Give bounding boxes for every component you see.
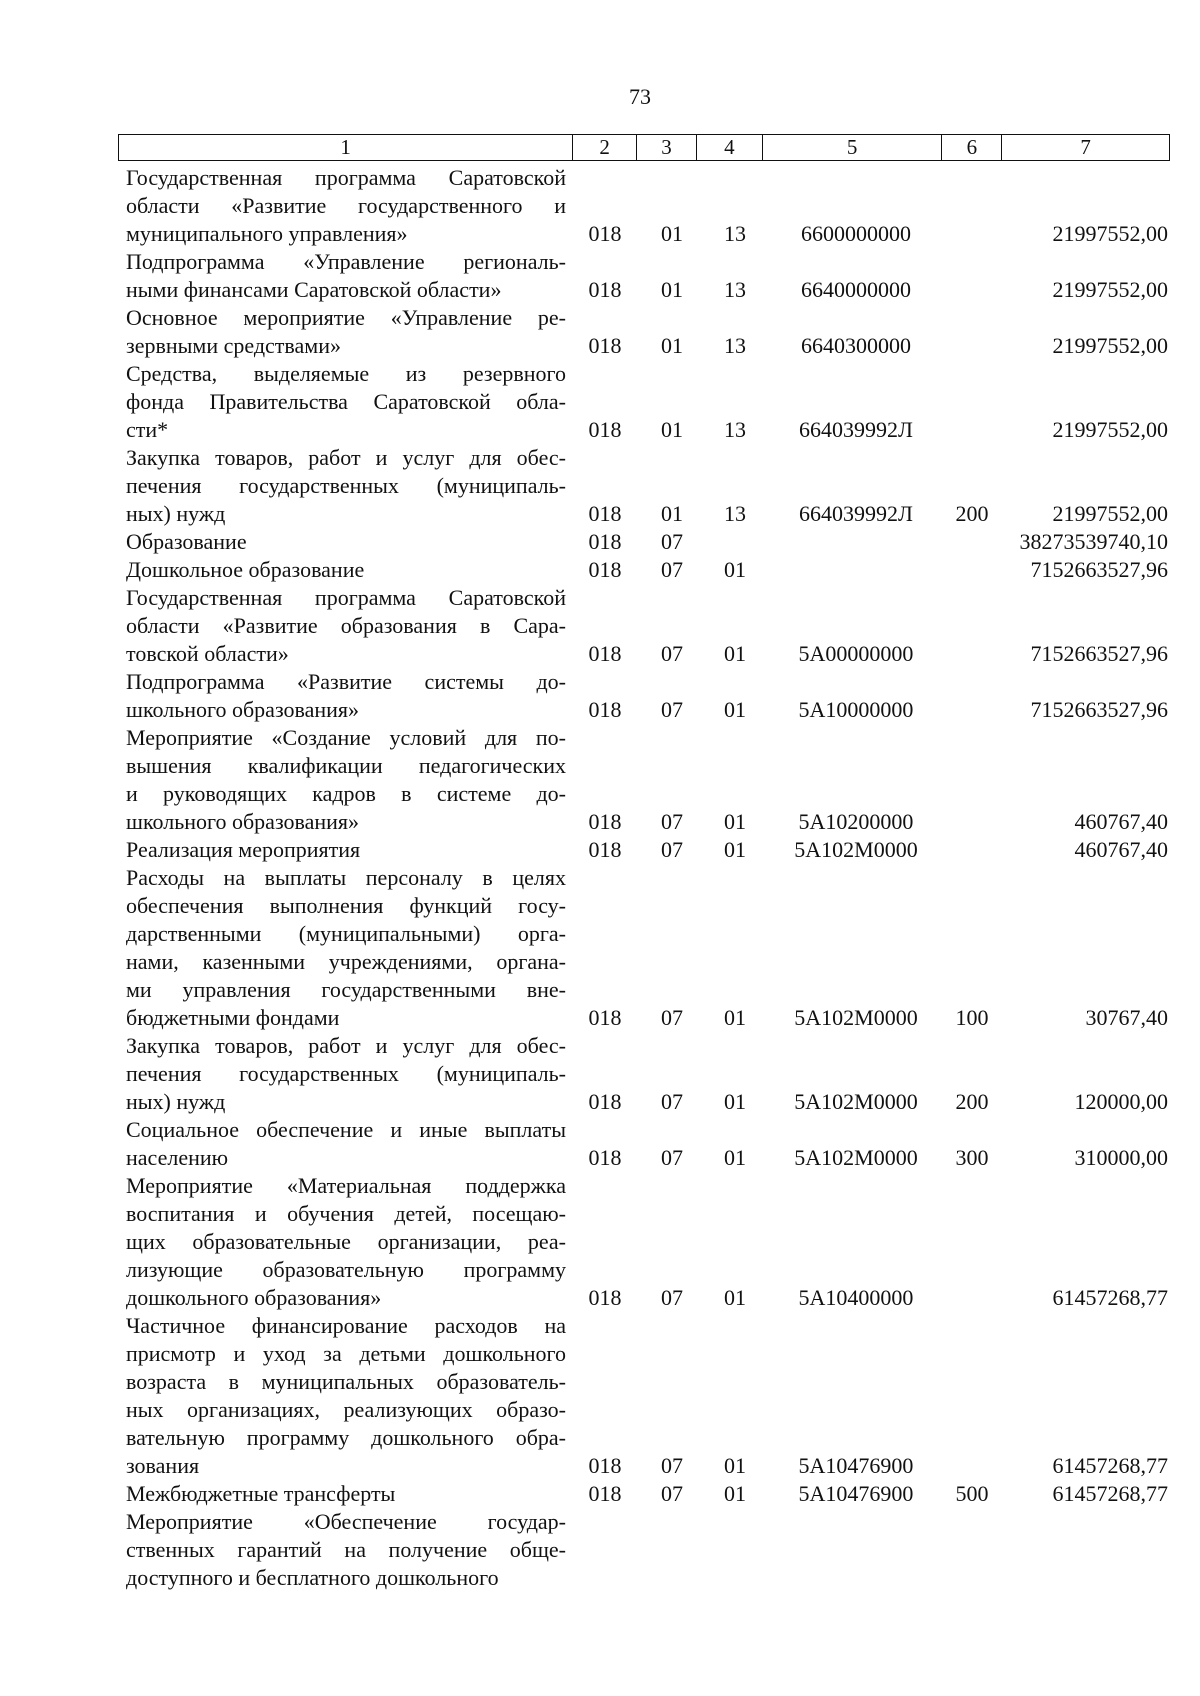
description-line: дошкольного образования» (126, 1285, 382, 1310)
code-section: 07 (661, 837, 683, 862)
description-line: товской области» (126, 641, 289, 666)
description-line: нами, казенными учреждениями, органа- (126, 949, 566, 974)
code-expense-type: 200 (955, 1089, 989, 1114)
description-line: ных организациях, реализующих образо- (126, 1397, 566, 1422)
description-line: Основное мероприятие «Управление ре- (126, 305, 566, 330)
table-row (126, 1480, 1170, 1508)
description-line: школьного образования» (126, 809, 360, 834)
code-section: 01 (661, 501, 683, 526)
row-description (126, 304, 566, 360)
description-line: Средства, выделяемые из резервного (126, 361, 566, 386)
description-line: печения государственных (муниципаль- (126, 473, 566, 498)
code-target-article: 5А102М0000 (794, 1089, 918, 1114)
header-cell-2: 2 (572, 135, 636, 160)
table-row (126, 1116, 1170, 1172)
row-description (126, 584, 566, 668)
code-target-article: 5А10000000 (798, 697, 914, 722)
amount: 460767,40 (1074, 837, 1168, 862)
code-ministry: 018 (588, 837, 622, 862)
header-cell-5: 5 (762, 135, 942, 160)
description-line: зервными средствами» (126, 333, 341, 358)
code-target-article: 6600000000 (801, 221, 911, 246)
description-line: сти* (126, 417, 169, 442)
description-line: присмотр и уход за детьми дошкольного (126, 1341, 566, 1366)
code-target-article: 5А102М0000 (794, 1145, 918, 1170)
code-section: 07 (661, 557, 683, 582)
table-row (126, 584, 1170, 668)
description-line: лизующие образовательную программу (126, 1257, 566, 1282)
code-ministry: 018 (588, 809, 622, 834)
code-target-article: 6640300000 (801, 333, 911, 358)
amount: 310000,00 (1074, 1145, 1168, 1170)
amount: 7152663527,96 (1030, 557, 1168, 582)
code-ministry: 018 (588, 1145, 622, 1170)
table-header-row (118, 134, 1170, 161)
description-line: Социальное обеспечение и иные выплаты (126, 1117, 566, 1142)
code-target-article: 664039992Л (799, 417, 913, 442)
code-section: 07 (661, 641, 683, 666)
code-expense-type: 300 (955, 1145, 989, 1170)
description-line: ственных гарантий на получение обще- (126, 1537, 566, 1562)
description-line: муниципального управления» (126, 221, 408, 246)
code-section: 07 (661, 1285, 683, 1310)
code-subsection: 13 (724, 221, 746, 246)
table-row (126, 304, 1170, 360)
code-section: 07 (661, 1145, 683, 1170)
amount: 21997552,00 (1052, 221, 1168, 246)
table-body (126, 164, 1170, 1592)
code-subsection: 01 (724, 837, 746, 862)
code-subsection: 01 (724, 697, 746, 722)
description-line: ных) нужд (126, 1089, 226, 1114)
code-section: 01 (661, 333, 683, 358)
code-expense-type: 200 (955, 501, 989, 526)
description-line: Подпрограмма «Развитие системы до- (126, 669, 566, 694)
description-line: щих образовательные организации, реа- (126, 1229, 566, 1254)
code-subsection: 01 (724, 641, 746, 666)
code-ministry: 018 (588, 641, 622, 666)
description-line: Закупка товаров, работ и услуг для обес- (126, 445, 566, 470)
code-ministry: 018 (588, 1285, 622, 1310)
description-line: обеспечения выполнения функций госу- (126, 893, 566, 918)
code-subsection: 01 (724, 1453, 746, 1478)
code-ministry: 018 (588, 1005, 622, 1030)
header-cell-4: 4 (696, 135, 762, 160)
code-subsection: 01 (724, 557, 746, 582)
code-subsection: 13 (724, 501, 746, 526)
code-target-article: 5А00000000 (798, 641, 914, 666)
code-ministry: 018 (588, 1481, 622, 1506)
description-line: Подпрограмма «Управление региональ- (126, 249, 566, 274)
amount: 7152663527,96 (1030, 641, 1168, 666)
description-line: Мероприятие «Обеспечение государ- (126, 1509, 566, 1534)
amount: 30767,40 (1085, 1005, 1168, 1030)
amount: 460767,40 (1074, 809, 1168, 834)
description-line: вышения квалификации педагогических (126, 753, 566, 778)
row-description (126, 164, 566, 248)
code-section: 07 (661, 529, 683, 554)
description-line: ными финансами Саратовской области» (126, 277, 502, 302)
page-number: 73 (629, 84, 651, 109)
code-subsection: 01 (724, 1089, 746, 1114)
description-line: печения государственных (муниципаль- (126, 1061, 566, 1086)
description-line: вательную программу дошкольного обра- (126, 1425, 566, 1450)
description-line: Государственная программа Саратовской (126, 165, 566, 190)
amount: 38273539740,10 (1019, 529, 1168, 554)
row-description (126, 248, 566, 304)
row-description (126, 1480, 566, 1508)
code-subsection: 01 (724, 1481, 746, 1506)
table-row (126, 556, 1170, 584)
table-row (126, 164, 1170, 248)
description-line: школьного образования» (126, 697, 360, 722)
row-description (126, 668, 566, 724)
table-row (126, 864, 1170, 1032)
row-description (126, 1312, 566, 1480)
table-row (126, 248, 1170, 304)
description-line: доступного и бесплатного дошкольного (126, 1565, 499, 1590)
table-row (126, 360, 1170, 444)
row-description (126, 836, 566, 864)
row-description (126, 1032, 566, 1116)
row-description (126, 864, 566, 1032)
code-subsection: 13 (724, 277, 746, 302)
code-ministry: 018 (588, 501, 622, 526)
table-row (126, 836, 1170, 864)
description-line: ми управления государственными вне- (126, 977, 566, 1002)
table-row (126, 668, 1170, 724)
code-section: 01 (661, 277, 683, 302)
code-subsection: 13 (724, 417, 746, 442)
description-line: Расходы на выплаты персоналу в целях (126, 865, 566, 890)
description-line: Образование (126, 529, 247, 554)
description-line: ных) нужд (126, 501, 226, 526)
amount: 120000,00 (1074, 1089, 1168, 1114)
code-target-article: 6640000000 (801, 277, 911, 302)
table-row (126, 444, 1170, 528)
code-section: 01 (661, 417, 683, 442)
code-ministry: 018 (588, 1089, 622, 1114)
row-description (126, 556, 566, 584)
code-ministry: 018 (588, 529, 622, 554)
code-section: 07 (661, 1005, 683, 1030)
table-row (126, 1032, 1170, 1116)
code-expense-type: 500 (955, 1481, 989, 1506)
row-description (126, 1116, 566, 1172)
code-ministry: 018 (588, 221, 622, 246)
description-line: Закупка товаров, работ и услуг для обес- (126, 1033, 566, 1058)
header-cell-6: 6 (941, 135, 1001, 160)
amount: 61457268,77 (1052, 1481, 1168, 1506)
amount: 21997552,00 (1052, 277, 1168, 302)
description-line: области «Развитие государственного и (126, 193, 566, 218)
code-subsection: 01 (724, 1005, 746, 1030)
row-description (126, 1172, 566, 1312)
description-line: Дошкольное образование (126, 557, 365, 582)
description-line: Мероприятие «Создание условий для по- (126, 725, 566, 750)
description-line: бюджетными фондами (126, 1005, 340, 1030)
table-row (126, 1508, 1170, 1592)
code-ministry: 018 (588, 417, 622, 442)
row-description (126, 360, 566, 444)
code-section: 07 (661, 1453, 683, 1478)
code-ministry: 018 (588, 697, 622, 722)
description-line: Реализация мероприятия (126, 837, 361, 862)
description-line: возраста в муниципальных образователь- (126, 1369, 566, 1394)
row-description (126, 1508, 566, 1592)
code-section: 07 (661, 1481, 683, 1506)
code-ministry: 018 (588, 1453, 622, 1478)
row-description (126, 724, 566, 836)
table-row (126, 724, 1170, 836)
code-target-article: 5А102М0000 (794, 837, 918, 862)
description-line: Межбюджетные трансферты (126, 1481, 396, 1506)
header-cell-1: 1 (340, 135, 351, 159)
code-target-article: 5А10476900 (798, 1453, 914, 1478)
code-subsection: 01 (724, 1285, 746, 1310)
code-target-article: 5А10400000 (798, 1285, 914, 1310)
amount: 61457268,77 (1052, 1453, 1168, 1478)
amount: 21997552,00 (1052, 333, 1168, 358)
code-ministry: 018 (588, 333, 622, 358)
code-subsection: 01 (724, 809, 746, 834)
description-line: фонда Правительства Саратовской обла- (126, 389, 566, 414)
table-row (126, 528, 1170, 556)
description-line: Государственная программа Саратовской (126, 585, 566, 610)
code-target-article: 664039992Л (799, 501, 913, 526)
description-line: зования (126, 1453, 200, 1478)
code-ministry: 018 (588, 277, 622, 302)
description-line: области «Развитие образования в Сара- (126, 613, 566, 638)
code-section: 01 (661, 221, 683, 246)
amount: 7152663527,96 (1030, 697, 1168, 722)
row-description (126, 528, 566, 556)
code-target-article: 5А10200000 (798, 809, 914, 834)
description-line: Частичное финансирование расходов на (126, 1313, 566, 1338)
code-subsection: 13 (724, 333, 746, 358)
amount: 21997552,00 (1052, 501, 1168, 526)
row-description (126, 444, 566, 528)
code-target-article: 5А10476900 (798, 1481, 914, 1506)
code-expense-type: 100 (955, 1005, 989, 1030)
amount: 21997552,00 (1052, 417, 1168, 442)
description-line: воспитания и обучения детей, посещаю- (126, 1201, 566, 1226)
header-cell-3: 3 (636, 135, 696, 160)
table-row (126, 1172, 1170, 1312)
description-line: и руководящих кадров в системе до- (126, 781, 566, 806)
code-section: 07 (661, 697, 683, 722)
table-row (126, 1312, 1170, 1480)
code-ministry: 018 (588, 557, 622, 582)
code-section: 07 (661, 1089, 683, 1114)
description-line: населению (126, 1145, 229, 1170)
code-target-article: 5А102М0000 (794, 1005, 918, 1030)
amount: 61457268,77 (1052, 1285, 1168, 1310)
code-subsection: 01 (724, 1145, 746, 1170)
description-line: дарственными (муниципальными) орга- (126, 921, 566, 946)
code-section: 07 (661, 809, 683, 834)
description-line: Мероприятие «Материальная поддержка (126, 1173, 566, 1198)
header-cell-7: 7 (1001, 135, 1169, 160)
